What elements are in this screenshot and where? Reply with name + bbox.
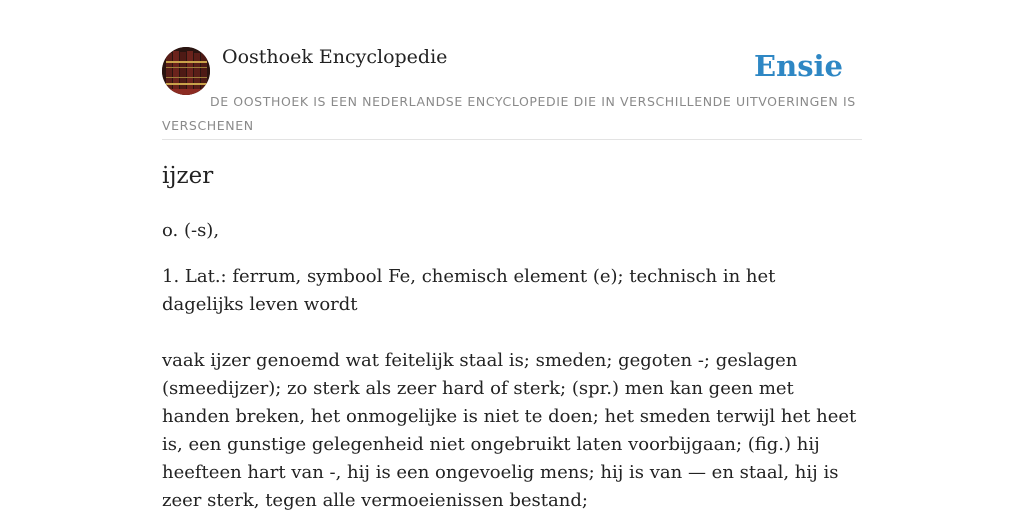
encyclopedia-books-avatar[interactable] (162, 47, 210, 95)
books-icon (162, 47, 210, 95)
page-container (162, 0, 862, 511)
entry-definition-paragraph: vaak ijzer genoemd wat feitelijk staal is; smeden; gegoten -; geslagen (smeedijzer); zo sterk als zeer hard of sterk; (spr.) men kan geen met handen breken, het onmogelijke is niet te doen; het smeden terwijl het heet is, een gunstige gelegenheid niet ongebruikt laten voorbijgaan; (fig.) hij heefteen hart van -, hij is een ongevoelig mens; hij is van — en staal, hij is zeer sterk, tegen alle vermoeienissen bestand; (162, 350, 857, 511)
site-title[interactable]: Oosthoek Encyclopedie (222, 46, 448, 68)
entry-definition-paragraph: 1. Lat.: ferrum, symbool Fe, chemisch element (e); technisch in het dagelijks leven wordt (162, 266, 776, 315)
entry-grammar: o. (-s), (162, 220, 220, 241)
ensie-logo-link[interactable]: Ensie (754, 49, 843, 83)
site-header (162, 0, 862, 140)
entry-title: ijzer (162, 163, 214, 189)
site-tagline: DE OOSTHOEK IS EEN NEDERLANDSE ENCYCLOPEDIE DIE IN VERSCHILLENDE UITVOERINGEN IS VERSCHENEN (162, 94, 856, 133)
